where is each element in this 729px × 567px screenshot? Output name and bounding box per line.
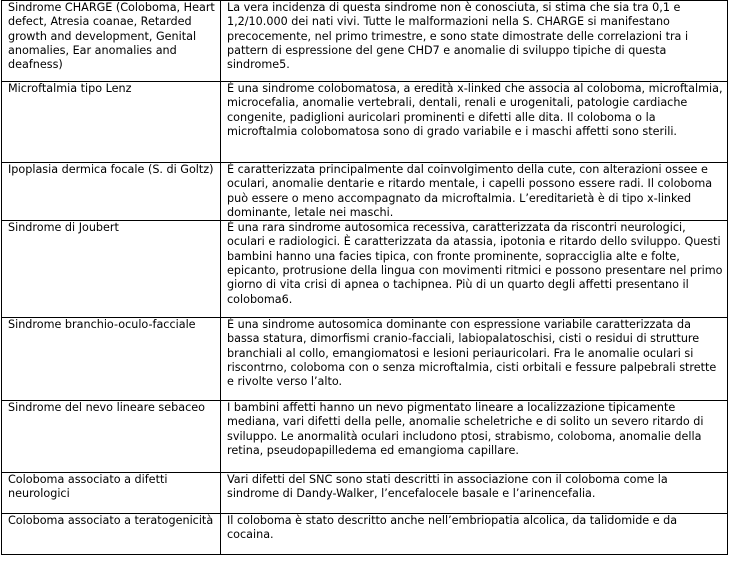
table-row (2, 82, 728, 163)
syndrome-name: Sindrome di Joubert (8, 221, 119, 235)
syndrome-name: Coloboma associato a difetti neurologici (8, 473, 168, 501)
table-row (2, 514, 728, 555)
syndrome-description-cell (221, 318, 728, 401)
table-row (2, 221, 728, 318)
syndrome-name: Coloboma associato a teratogenicità (8, 514, 214, 528)
syndrome-name: Microftalmia tipo Lenz (8, 82, 132, 95)
syndrome-name: Ipoplasia dermica focale (S. di Goltz) (8, 163, 214, 176)
syndrome-description: È una rara sindrome autosomica recessiva, caratterizzata da riscontri neurologici, oculari e radiologici. È caratterizzata da atassia, ipotonia e ritardo dello sviluppo. Questi bambini hanno una facies tipica, con fronte prominente, sopracciglia alte e folte, epicanto, protrusione della lingua con movimenti ritmici e possono presentare nel primo giorno di vita crisi di apnea o tachipnea. Più di un quarto degli affetti presentano il coloboma6. (227, 221, 723, 306)
syndrome-name-cell (2, 473, 221, 514)
syndrome-description: Il coloboma è stato descritto anche nell’embriopatia alcolica, da talidomide e da cocaina. (227, 514, 678, 542)
syndrome-name-cell (2, 318, 221, 401)
table-row (2, 473, 728, 514)
syndrome-description-cell (221, 514, 728, 555)
syndrome-name-cell (2, 1, 221, 82)
syndromes-table (1, 0, 728, 555)
syndrome-name-cell (2, 82, 221, 163)
syndrome-description: La vera incidenza di questa sindrome non è conosciuta, si stima che sia tra 0,1 e 1,2/10.000 dei nati vivi. Tutte le malformazioni nella S. CHARGE si manifestano precocemente, nel primo trimestre, e sono state dimostrate delle correlazioni tra i pattern di espressione del gene CHD7 e anomalie di sviluppo tipiche di questa sindrome5. (227, 1, 689, 72)
syndrome-description-cell (221, 473, 728, 514)
table-row (2, 1, 728, 82)
syndrome-name-cell (2, 163, 221, 221)
syndrome-description: I bambini affetti hanno un nevo pigmentato lineare a localizzazione tipicamente mediana, vari difetti della pelle, anomalie scheletriche e di solito un severo ritardo di sviluppo. Le anormalità oculari includono ptosi, strabismo, coloboma, anomalie della retina, pseudopapilledema ed emangioma capillare. (227, 401, 704, 458)
syndrome-description-cell (221, 82, 728, 163)
syndrome-name-cell (2, 401, 221, 473)
syndrome-description: Vari difetti del SNC sono stati descritti in associazione con il coloboma come la sindrome di Dandy-Walker, l’encefalocele basale e l’arinencefalia. (227, 473, 668, 501)
syndrome-name: Sindrome CHARGE (Coloboma, Heart defect, Atresia coanae, Retarded growth and development, Genital anomalies, Ear anomalies and deafness) (8, 1, 215, 72)
table-row (2, 401, 728, 473)
syndrome-description-cell (221, 163, 728, 221)
syndrome-name-cell (2, 221, 221, 318)
table-row (2, 318, 728, 401)
syndrome-name-cell (2, 514, 221, 555)
syndrome-description-cell (221, 221, 728, 318)
syndrome-name: Sindrome del nevo lineare sebaceo (8, 401, 205, 415)
syndrome-name: Sindrome branchio-oculo-facciale (8, 318, 196, 332)
syndrome-description: È caratterizzata principalmente dal coinvolgimento della cute, con alterazioni ossee e oculari, anomalie dentarie e ritardo mentale, i capelli possono essere radi. Il coloboma può essere o meno accompagnato da microftalmia. L’ereditarietà è di tipo x-linked dominante, letale nei maschi. (227, 163, 713, 219)
syndrome-description-cell (221, 401, 728, 473)
syndrome-description-cell (221, 1, 728, 82)
syndrome-description: È una sindrome autosomica dominante con espressione variabile caratterizzata da bassa statura, dimorfismi cranio-facciali, labiopalatoschisi, cisti o residui di strutture branchiali al collo, emangiomatosi e lesioni periauricolari. Fra le anomalie oculari si riscontrno, coloboma con o senza microftalmia, cisti orbitali e fessure palpebrali strette e rivolte verso l’alto. (227, 318, 717, 389)
table-row (2, 163, 728, 221)
syndrome-description: È una sindrome colobomatosa, a eredità x-linked che associa al coloboma, microftalmia, microcefalia, anomalie vertebrali, dentali, renali e urogenitali, patologie cardiache congenite, padiglioni auricolari prominenti e difetti alle dita. Il coloboma o la microftalmia colobomatosa sono di grado variabile e i maschi affetti sono sterili. (227, 82, 723, 138)
